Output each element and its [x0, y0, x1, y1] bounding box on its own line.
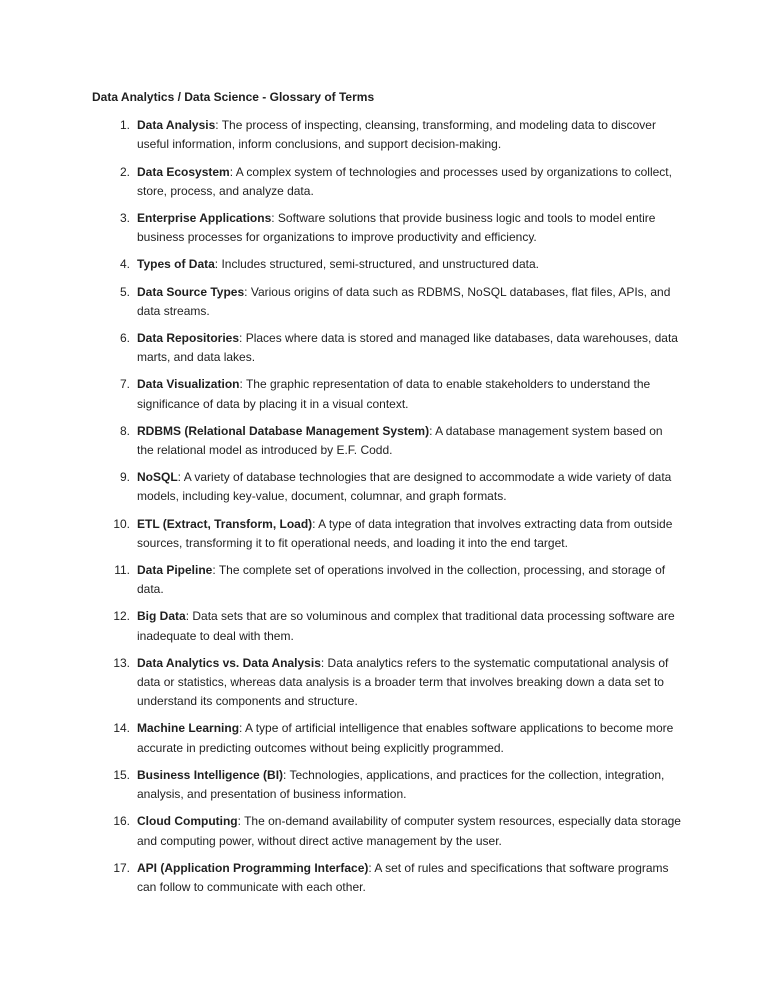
item-number: 5. [119, 284, 130, 299]
term-definition: Includes structured, semi-structured, and unstructured data. [221, 257, 539, 272]
term-name: Big Data [137, 609, 186, 624]
item-body [137, 607, 682, 645]
term-name: Cloud Computing [137, 814, 238, 829]
term-separator: : [429, 423, 436, 438]
term-separator: : [237, 814, 245, 829]
item-body [137, 375, 682, 413]
term-separator: : [239, 377, 246, 392]
glossary-item [92, 607, 688, 645]
term-separator: : [177, 470, 184, 485]
term-separator: : [185, 609, 193, 624]
term-definition: The graphic representation of data to enable stakeholders to understand the significance of data by placing it in a visual context. [137, 377, 651, 411]
term-definition: A variety of database technologies that are designed to accommodate a wide variety of data models, including key-value, document, columnar, and graph formats. [137, 470, 672, 504]
item-number: 3. [119, 211, 130, 226]
term-definition: A set of rules and specifications that software programs can follow to communicate with each other. [137, 860, 669, 894]
term-separator: : [368, 860, 375, 875]
term-definition: Various origins of data such as RDBMS, NoSQL databases, flat files, APIs, and data streams. [137, 284, 671, 318]
item-number: 2. [119, 164, 130, 179]
item-number: 8. [119, 423, 130, 438]
item-number: 17. [113, 860, 130, 875]
item-body [137, 163, 682, 201]
term-separator: : [283, 767, 290, 782]
term-separator: : [212, 563, 219, 578]
item-number: 15. [113, 767, 130, 782]
term-name: ETL (Extract, Transform, Load) [137, 516, 313, 531]
glossary-item [92, 422, 688, 460]
term-definition: Software solutions that provide business logic and tools to model entire business processes for organizations to improve productivity and efficiency. [137, 211, 656, 245]
term-separator: : [214, 257, 222, 272]
item-number: 4. [119, 257, 130, 272]
glossary-item [92, 654, 688, 712]
term-name: Data Repositories [137, 331, 240, 346]
item-number: 10. [113, 516, 130, 531]
glossary-document [92, 88, 688, 905]
glossary-item [92, 163, 688, 201]
term-separator: : [320, 655, 328, 670]
glossary-item [92, 859, 688, 897]
term-definition: Technologies, applications, and practices for the collection, integration, analysis, and presentation of business information. [137, 767, 665, 802]
term-name: Data Source Types [137, 284, 245, 299]
term-name: Enterprise Applications [137, 211, 272, 226]
term-definition: The on-demand availability of computer system resources, especially data storage and computing power, without direct active management by the user. [137, 814, 681, 848]
item-number: 9. [119, 470, 130, 485]
item-body [137, 654, 682, 712]
term-name: Data Visualization [137, 377, 240, 392]
item-number: 7. [119, 377, 130, 392]
glossary-item [92, 375, 688, 413]
term-definition: Places where data is stored and managed like databases, data warehouses, data marts, and data lakes. [137, 331, 678, 365]
item-body [137, 859, 682, 897]
item-number: 16. [113, 814, 130, 829]
item-number: 13. [113, 655, 130, 670]
item-body [137, 719, 682, 757]
item-body [137, 422, 682, 460]
item-number: 1. [119, 118, 130, 133]
term-separator: : [229, 164, 236, 179]
glossary-item [92, 719, 688, 757]
item-body [137, 515, 682, 553]
glossary-item [92, 515, 688, 553]
glossary-item [92, 812, 688, 850]
item-body [137, 329, 682, 367]
item-body [137, 209, 682, 247]
term-name: Machine Learning [137, 721, 240, 736]
term-separator: : [239, 721, 246, 736]
term-definition: Data sets that are so voluminous and complex that traditional data processing software are inadequate to deal with them. [137, 609, 675, 643]
term-name: API (Application Programming Interface) [137, 860, 369, 875]
glossary-list [92, 116, 688, 897]
term-definition: A complex system of technologies and processes used by organizations to collect, store, process, and analyze data. [137, 164, 672, 198]
item-body [137, 255, 682, 274]
item-body [137, 468, 682, 506]
glossary-item [92, 209, 688, 247]
term-name: Business Intelligence (BI) [137, 767, 284, 782]
glossary-item [92, 116, 688, 154]
term-name: Data Analytics vs. Data Analysis [137, 655, 321, 670]
item-number: 14. [113, 721, 130, 736]
document-title: Data Analytics / Data Science - Glossary of Terms [92, 90, 375, 104]
term-definition: The process of inspecting, cleansing, transforming, and modeling data to discover useful information, inform conclusions, and support decision-making. [137, 118, 656, 152]
term-name: NoSQL [137, 470, 178, 485]
term-separator: : [215, 118, 222, 133]
term-name: Data Pipeline [137, 563, 213, 578]
glossary-item [92, 766, 688, 804]
glossary-item [92, 329, 688, 367]
term-separator: : [271, 211, 278, 226]
term-separator: : [239, 331, 246, 346]
term-separator: : [312, 516, 319, 531]
term-name: RDBMS (Relational Database Management System) [137, 423, 430, 438]
term-definition: A type of artificial intelligence that enables software applications to become more accurate in predicting outcomes without being explicitly programmed. [137, 721, 674, 755]
term-definition: Data analytics refers to the systematic computational analysis of data or statistics, whereas data analysis is a broader term that involves breaking down a data set to understand its components and structure. [137, 655, 669, 709]
term-definition: The complete set of operations involved in the collection, processing, and storage of data. [137, 563, 666, 597]
item-body [137, 116, 682, 154]
term-definition: A database management system based on the relational model as introduced by E.F. Codd. [137, 423, 663, 458]
item-number: 6. [119, 331, 130, 346]
glossary-item [92, 561, 688, 599]
glossary-item [92, 283, 688, 321]
term-separator: : [244, 284, 251, 299]
item-body [137, 283, 682, 321]
glossary-item [92, 468, 688, 506]
item-body [137, 766, 682, 804]
item-body [137, 561, 682, 599]
term-name: Data Analysis [137, 118, 216, 133]
item-number: 12. [113, 609, 130, 624]
term-name: Data Ecosystem [137, 164, 230, 179]
term-name: Types of Data [137, 257, 215, 272]
term-definition: A type of data integration that involves extracting data from outside sources, transforming it to fit operational needs, and loading it into the end target. [137, 516, 673, 550]
glossary-item [92, 255, 688, 274]
item-number: 11. [114, 563, 130, 578]
item-body [137, 812, 682, 850]
